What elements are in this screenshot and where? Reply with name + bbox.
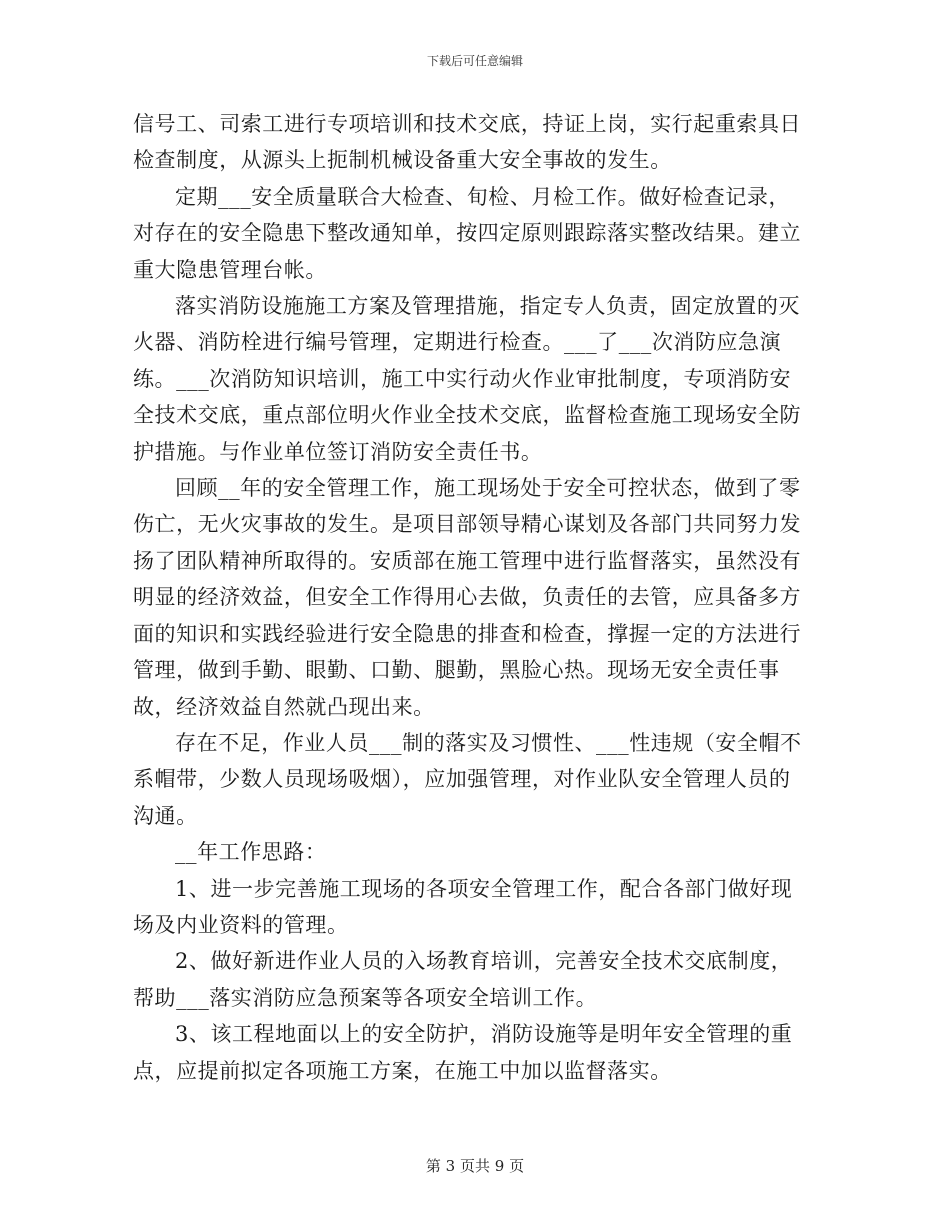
paragraph-review: 回顾__年的安全管理工作，施工现场处于安全可控状态，做到了零伤亡，无火灾事故的发生。是项目部领导精心谋划及各部门共同努力发扬了团队精神所取得的。安质部在施工管理中进行监督落实，虽然没有明显的经济效益，但安全工作得用心去做，负责任的去管，应具备多方面的知识和实践经验进行安全隐患的排查和检查，撑握一定的方法进行管理，做到手勤、眼勤、口勤、腿勤，黑脸心热。现场无安全责任事故，经济效益自然就凸现出来。	[133, 476, 802, 719]
paragraph-continuation: 信号工、司索工进行专项培训和技术交底，持证上岗，实行起重索具日检查制度，从源头上扼制机械设备重大安全事故的发生。	[133, 112, 802, 173]
paragraph-plan-item-1: 1、进一步完善施工现场的各项安全管理工作，配合各部门做好现场及内业资料的管理。	[133, 876, 793, 937]
paragraph-plan-item-2: 2、做好新进作业人员的入场教育培训，完善安全技术交底制度，帮助___落实消防应急预案等各项安全培训工作。	[133, 949, 793, 1010]
paragraph-fire-safety: 落实消防设施施工方案及管理措施，指定专人负责，固定放置的灭火器、消防栓进行编号管理，定期进行检查。___了___次消防应急演练。___次消防知识培训，施工中实行动火作业审批制度，专项消防安全技术交底，重点部位明火作业全技术交底，监督检查施工现场安全防护措施。与作业单位签订消防安全责任书。	[133, 294, 802, 464]
paragraph-plan-heading: __年工作思路：	[175, 840, 327, 865]
paragraph-inspection: 定期___安全质量联合大检查、旬检、月检工作。做好检查记录，对存在的安全隐患下整改通知单，按四定原则跟踪落实整改结果。建立重大隐患管理台帐。	[133, 184, 802, 282]
page-header: 下载后可任意编辑	[426, 54, 523, 68]
page-number: 第 3 页共 9 页	[425, 1157, 525, 1175]
paragraph-shortcomings: 存在不足，作业人员___制的落实及习惯性、___性违规（安全帽不系帽带，少数人员现场吸烟），应加强管理，对作业队安全管理人员的沟通。	[133, 730, 802, 828]
paragraph-plan-item-3: 3、该工程地面以上的安全防护，消防设施等是明年安全管理的重点，应提前拟定各项施工方案，在施工中加以监督落实。	[133, 1022, 793, 1083]
document-body	[133, 106, 807, 1089]
